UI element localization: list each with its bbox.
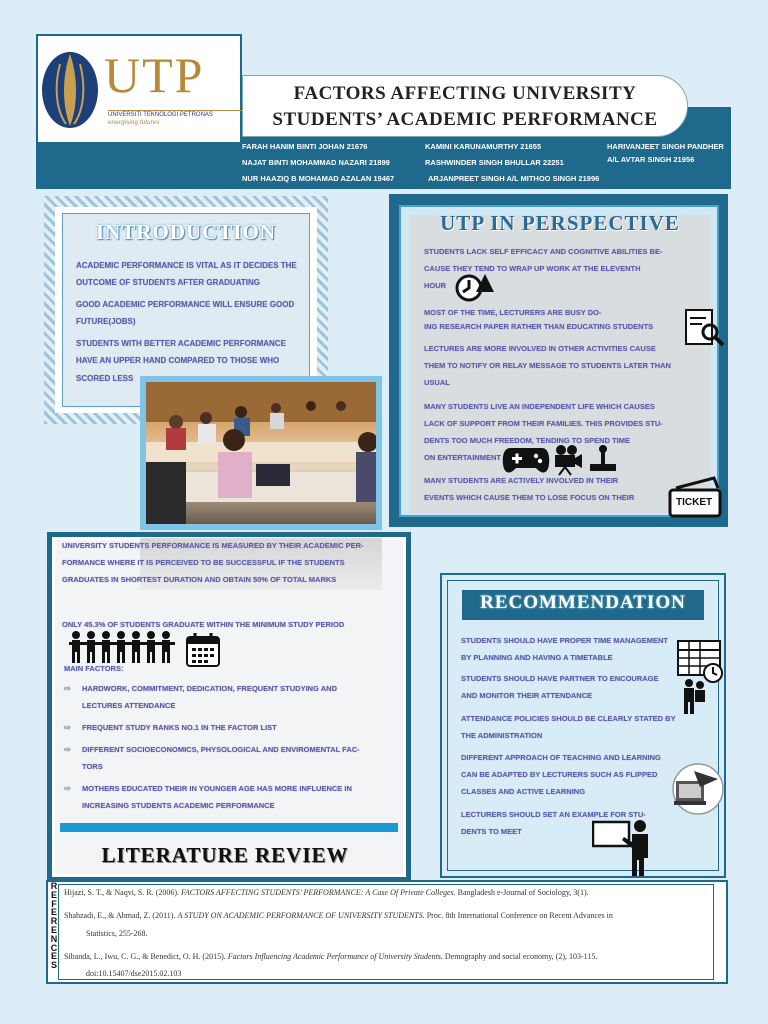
factor-item: FREQUENT STUDY RANKS NO.1 IN THE FACTOR LIST <box>82 723 277 732</box>
joystick-icon <box>588 444 618 474</box>
factor-item: MOTHERS EDUCATED THEIR IN YOUNGER AGE HAS MORE INFLUENCE IN <box>82 784 352 793</box>
divider-bar <box>60 823 398 832</box>
utp-line: MANY STUDENTS LIVE AN INDEPENDENT LIFE WHICH CAUSES <box>424 402 655 411</box>
logo-subtitle: UNIVERSITI TEKNOLOGI PETRONAS <box>108 110 242 120</box>
utp-line: DENTS TOO MUCH FREEDOM, TENDING TO SPEND TIME <box>424 436 630 445</box>
gamepad-icon <box>502 446 550 476</box>
author: NUR HAAZIQ B MOHAMAD AZALAN 19467 <box>242 174 395 183</box>
author: FARAH HANIM BINTI JOHAN 21676 <box>242 142 368 151</box>
utp-line: MANY STUDENTS ARE ACTIVELY INVOLVED IN THEIR <box>424 476 619 485</box>
logo-tagline: energising futures <box>108 119 160 126</box>
literature-statistic: ONLY 45.3% OF STUDENTS GRADUATE WITHIN THE MINIMUM STUDY PERIOD <box>62 620 345 629</box>
utp-line: THEM TO NOTIFY OR RELAY MESSAGE TO STUDENTS LATER THAN <box>424 361 671 370</box>
partner-people-icon <box>680 678 708 714</box>
literature-review-title: LITERATURE REVIEW <box>101 843 349 867</box>
utp-perspective-title: UTP IN PERSPECTIVE <box>440 211 680 235</box>
intro-bullet: SCORED LESS <box>76 374 134 383</box>
author: NAJAT BINTI MOHAMMAD NAZARI 21899 <box>242 158 390 167</box>
literature-paragraph: UNIVERSITY STUDENTS PERFORMANCE IS MEASURED BY THEIR ACADEMIC PER- <box>62 541 364 550</box>
author: RASHWINDER SINGH BHULLAR 22251 <box>425 158 564 167</box>
bullet-arrow-icon: ⇨ <box>64 745 71 754</box>
recommendation-line: LECTURERS SHOULD SET AN EXAMPLE FOR STU- <box>461 810 646 819</box>
recommendation-line: CAN BE ADAPTED BY LECTURERS SUCH AS FLIPPED <box>461 770 658 779</box>
laptop-learning-icon <box>670 763 726 815</box>
intro-bullet: STUDENTS WITH BETTER ACADEMIC PERFORMANCE <box>76 339 286 348</box>
reference-authors: Sibanda, L., Iwu, C. G., & Benedict, O. H. (2015). <box>64 952 228 961</box>
recommendation-line: AND MONITOR THEIR ATTENDANCE <box>461 691 593 700</box>
utp-line: LECTURES ARE MORE INVOLVED IN OTHER ACTIVITIES CAUSE <box>424 344 656 353</box>
utp-line: STUDENTS LACK SELF EFFICACY AND COGNITIVE ABILITIES BE- <box>424 247 663 256</box>
factor-item: TORS <box>82 762 103 771</box>
author: ARJANPREET SINGH A/L MITHOO SINGH 21996 <box>428 174 600 183</box>
recommendation-line: DIFFERENT APPROACH OF TEACHING AND LEARNING <box>461 753 661 762</box>
reference-entry <box>64 886 589 900</box>
utp-line: ING RESEARCH PAPER RATHER THAN EDUCATING STUDENTS <box>424 322 654 331</box>
reference-continuation: Statistics, 255-268. <box>86 929 148 938</box>
factor-item: INCREASING STUDENTS ACADEMIC PERFORMANCE <box>82 801 275 810</box>
factor-item: LECTURES ATTENDANCE <box>82 701 176 710</box>
logo-wordmark: UTP <box>104 47 205 103</box>
people-group-icon <box>69 630 175 664</box>
reference-title: Factors Influencing Academic Performance of University Students. <box>227 952 443 961</box>
intro-bullet: HAVE AN UPPER HAND COMPARED TO THOSE WHO <box>76 356 280 365</box>
recommendation-title: RECOMMENDATION <box>480 592 686 613</box>
poster-title <box>242 75 688 137</box>
recommendation-line: CLASSES AND ACTIVE LEARNING <box>461 787 586 796</box>
reference-source: Bangladesh e-Journal of Sociology, 3(1). <box>455 888 589 897</box>
title-line-2: STUDENTS’ ACADEMIC PERFORMANCE <box>272 109 658 130</box>
title-line-1: FACTORS AFFECTING UNIVERSITY <box>293 83 637 104</box>
literature-paragraph: GRADUATES IN SHORTEST DURATION AND OBTAIN 50% OF TOTAL MARKS <box>62 575 337 584</box>
clock-alert-icon <box>455 272 495 304</box>
bullet-arrow-icon: ⇨ <box>64 784 71 793</box>
references-side-label: REFERENCES <box>50 881 58 971</box>
utp-line: HOUR <box>424 281 447 290</box>
utp-line: ON ENTERTAINMENT <box>424 453 501 462</box>
reference-source: Demography and social economy, (2), 103-115. <box>442 952 598 961</box>
intro-bullet: GOOD ACADEMIC PERFORMANCE WILL ENSURE GOOD <box>76 300 295 309</box>
utp-logo <box>36 34 242 144</box>
reference-source: Proc. 8th International Conference on Recent Advances in <box>424 911 613 920</box>
reference-authors: Shahzadi, E., & Ahmad, Z. (2011). <box>64 911 178 920</box>
recommendation-line: STUDENTS SHOULD HAVE PARTNER TO ENCOURAGE <box>461 674 659 683</box>
reference-entry <box>64 909 613 923</box>
classroom-illustration <box>146 382 376 524</box>
reference-entry <box>64 950 597 964</box>
intro-bullet: FUTURE(JOBS) <box>76 317 136 326</box>
recommendation-line: STUDENTS SHOULD HAVE PROPER TIME MANAGEMENT <box>461 636 668 645</box>
utp-line: EVENTS WHICH CAUSE THEM TO LOSE FOCUS ON THEIR <box>424 493 635 502</box>
reference-title: A STUDY ON ACADEMIC PERFORMANCE OF UNIVERSITY STUDENTS. <box>177 911 425 920</box>
author: A/L AVTAR SINGH 21956 <box>607 155 695 164</box>
main-factors-label: MAIN FACTORS: <box>64 664 124 673</box>
reference-title: FACTORS AFFECTING STUDENTS’ PERFORMANCE: A Case Of Private Colleges. <box>181 888 456 897</box>
author: HARIVANJEET SINGH PANDHER <box>607 142 724 151</box>
intro-bullet: ACADEMIC PERFORMANCE IS VITAL AS IT DECIDES THE <box>76 261 297 270</box>
ticket-icon <box>668 476 724 520</box>
recommendation-line: THE ADMINISTRATION <box>461 731 543 740</box>
reference-authors: Hijazi, S. T., & Naqvi, S. R. (2006). <box>64 888 182 897</box>
bullet-arrow-icon: ⇨ <box>64 723 71 732</box>
bullet-arrow-icon: ⇨ <box>64 684 71 693</box>
utp-line: USUAL <box>424 378 450 387</box>
introduction-title: INTRODUCTION <box>95 220 277 244</box>
utp-line: CAUSE THEY TEND TO WRAP UP WORK AT THE ELEVENTH <box>424 264 641 273</box>
calendar-icon <box>185 632 221 668</box>
utp-line: LACK OF SUPPORT FROM THEIR FAMILIES. THIS PROVIDES STU- <box>424 419 663 428</box>
intro-bullet: OUTCOME OF STUDENTS AFTER GRADUATING <box>76 278 260 287</box>
factor-item: HARDWORK, COMMITMENT, DEDICATION, FREQUENT STUDYING AND <box>82 684 337 693</box>
ticket-label: TICKET <box>676 497 713 508</box>
literature-paragraph: FORMANCE WHERE IT IS PERCEIVED TO BE SUCCESSFUL IF THE STUDENTS <box>62 558 345 567</box>
movie-camera-icon <box>553 444 583 476</box>
recommendation-line: ATTENDANCE POLICIES SHOULD BE CLEARLY STATED BY <box>461 714 676 723</box>
document-search-icon <box>684 306 726 348</box>
factor-item: DIFFERENT SOCIOECONOMICS, PHYSOLOGICAL AND ENVIROMENTAL FAC- <box>82 745 360 754</box>
utp-line: MOST OF THE TIME, LECTURERS ARE BUSY DO- <box>424 308 602 317</box>
recommendation-line: BY PLANNING AND HAVING A TIMETABLE <box>461 653 613 662</box>
teacher-presenting-icon <box>592 818 658 878</box>
reference-continuation: doi:10.15407/dse2015.02.103 <box>86 969 182 978</box>
author: KAMINI KARUNAMURTHY 21655 <box>425 142 542 151</box>
recommendation-line: DENTS TO MEET <box>461 827 522 836</box>
classroom-photo <box>146 382 376 524</box>
